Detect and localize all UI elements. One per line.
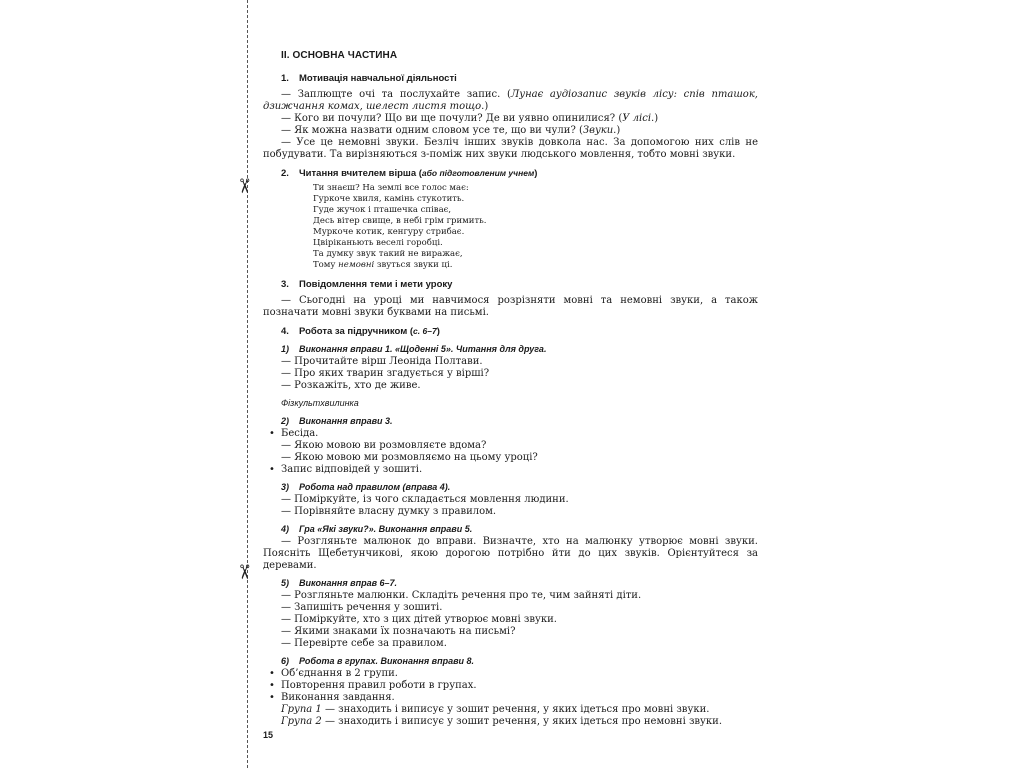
exercise-number: 4)	[281, 524, 290, 534]
heading-poem-reading	[263, 167, 758, 180]
exercise-heading	[263, 480, 758, 494]
poem-line: Ти знаєш? На землі все голос має:	[313, 183, 469, 193]
group-task	[263, 704, 758, 716]
heading-text: Робота за підручником (	[299, 326, 414, 337]
page-number: 15	[263, 730, 274, 740]
exercise-title: Гра «Які звуки?». Виконання вправи 5.	[299, 524, 473, 534]
bullet-item: • Запис відповідей у зошиті.	[263, 464, 758, 476]
cut-line	[247, 0, 248, 768]
section-title: II. ОСНОВНА ЧАСТИНА	[281, 50, 398, 61]
exercise-title: Робота в групах. Виконання вправи 8.	[299, 656, 475, 666]
poem-line: Та думку звук такий не виражає,	[313, 249, 463, 259]
bullet-item: • Повторення правил роботи в групах.	[263, 680, 758, 692]
exercise-heading	[263, 576, 758, 590]
question-line: — Поміркуйте, хто з цих дітей утворює мовні звуки.	[281, 614, 557, 625]
heading-number: 4.	[281, 326, 289, 337]
instruction-paragraph: — Розгляньте малюнок до вправи. Визначте, хто на малюнку утворює мовні звуки. Поясніть Щебетунчикові, якою дорогою потрібно йти до цих звуків. Орієнтуйтеся за деревами.	[263, 536, 758, 571]
exercise-number: 5)	[281, 578, 290, 588]
text: Тому	[313, 260, 339, 270]
exercise-title: Виконання вправи 1. «Щоденні 5». Читання для друга.	[299, 344, 547, 354]
exercise-heading	[263, 654, 758, 668]
text: )	[616, 125, 621, 136]
exercise-title: Виконання вправ 6–7.	[299, 578, 398, 588]
text: )	[654, 113, 659, 124]
text: )	[484, 101, 489, 112]
poem-line	[313, 260, 758, 271]
heading-number: 1.	[281, 73, 289, 84]
poem-line: Десь вітер свище, в небі грім гримить.	[313, 216, 487, 226]
question-line	[263, 113, 758, 125]
poem-line: Муркоче котик, кенгуру стрибає.	[313, 227, 465, 237]
question-line: — Перевірте себе за правилом.	[281, 638, 447, 649]
text: — Як можна назвати одним словом усе те, що ви чули? (	[281, 125, 583, 136]
question-line: — Розгляньте малюнки. Складіть речення про те, чим зайняті діти.	[281, 590, 642, 601]
question-line: — Поміркуйте, із чого складається мовлення людини.	[281, 494, 569, 505]
group-label: Група 2	[281, 716, 322, 727]
answer: Звуки.	[582, 125, 617, 136]
instruction-paragraph	[263, 89, 758, 113]
exercise-number: 2)	[281, 416, 290, 426]
scissors-icon: ✂	[232, 177, 257, 195]
exercise-number: 3)	[281, 482, 290, 492]
physical-break-label: Фізкультхвилинка	[281, 398, 359, 408]
poem-line: Гуде жучок і пташечка співає,	[313, 205, 452, 215]
heading-text: Повідомлення теми і мети уроку	[299, 279, 453, 290]
heading-textbook-work	[263, 325, 758, 338]
question-line: — Розкажіть, хто де живе.	[281, 380, 421, 391]
question-line: — Якою мовою ви розмовляєте вдома?	[281, 440, 487, 451]
group-task-text: — знаходить і виписує у зошит речення, у яких ідеться про мовні звуки.	[321, 704, 710, 715]
heading-motivation	[263, 72, 758, 85]
exercise-heading	[263, 414, 758, 428]
question-line: — Прочитайте вірш Леоніда Полтави.	[281, 356, 483, 367]
group-label: Група 1	[281, 704, 322, 715]
topic-paragraph: — Сьогодні на уроці ми навчимося розрізняти мовні та немовні звуки, а також позначати мовні звуки буквами на письмі.	[263, 295, 758, 318]
heading-text: )	[534, 168, 538, 179]
explanation-paragraph: — Усе це немовні звуки. Безліч інших звуків довкола нас. За допомогою них слів не побудувати. Та вирізняються з-поміж них звуки людського мовлення, тобто мовні звуки.	[263, 137, 758, 160]
exercise-heading	[263, 342, 758, 356]
page-content	[263, 50, 758, 728]
exercise-number: 1)	[281, 344, 290, 354]
heading-number: 3.	[281, 279, 289, 290]
heading-number: 2.	[281, 168, 289, 179]
bullet-item: • Бесіда.	[263, 428, 758, 440]
question-line: — Якою мовою ми розмовляємо на цьому уроці?	[281, 452, 538, 463]
poem	[263, 183, 758, 271]
heading-text: Мотивація навчальної діяльності	[299, 73, 457, 84]
group-task	[263, 716, 758, 728]
scissors-icon: ✂	[232, 563, 257, 581]
question-line: — Про яких тварин згадується у вірші?	[281, 368, 490, 379]
text: звуться звуки ці.	[374, 260, 453, 270]
text: — Заплющте очі та послухайте запис. (	[281, 89, 511, 100]
heading-note: с. 6–7	[413, 326, 437, 336]
heading-text: Читання вчителем вірша (	[299, 168, 422, 179]
exercise-number: 6)	[281, 656, 290, 666]
question-line: — Якими знаками їх позначають на письмі?	[281, 626, 516, 637]
text: — Кого ви почули? Що ви ще почули? Де ви уявно опинилися? (	[281, 113, 623, 124]
question-line	[263, 125, 758, 137]
stage-direction: Лунає аудіозапис звуків лісу: спів пташок, дзижчання комах, шелест листя тощо.	[263, 89, 758, 112]
exercise-title: Робота над правилом (вправа 4).	[299, 482, 451, 492]
bullet-item: • Об’єднання в 2 групи.	[263, 668, 758, 680]
poem-line: Цвіріканьють веселі горобці.	[313, 238, 443, 248]
question-line: — Порівняйте власну думку з правилом.	[281, 506, 497, 517]
question-line: — Запишіть речення у зошиті.	[281, 602, 443, 613]
heading-note: або підготовленим учнем	[421, 168, 535, 178]
bullet-item: • Виконання завдання.	[263, 692, 758, 704]
exercise-title: Виконання вправи 3.	[299, 416, 393, 426]
exercise-heading	[263, 522, 758, 536]
emphasis: немовні	[338, 260, 375, 270]
answer: У лісі.	[622, 113, 655, 124]
heading-text: )	[436, 326, 440, 337]
poem-line: Гуркоче хвиля, камінь стукотить.	[313, 194, 465, 204]
group-task-text: — знаходить і виписує у зошит речення, у яких ідеться про немовні звуки.	[321, 716, 723, 727]
heading-lesson-topic	[263, 278, 758, 291]
